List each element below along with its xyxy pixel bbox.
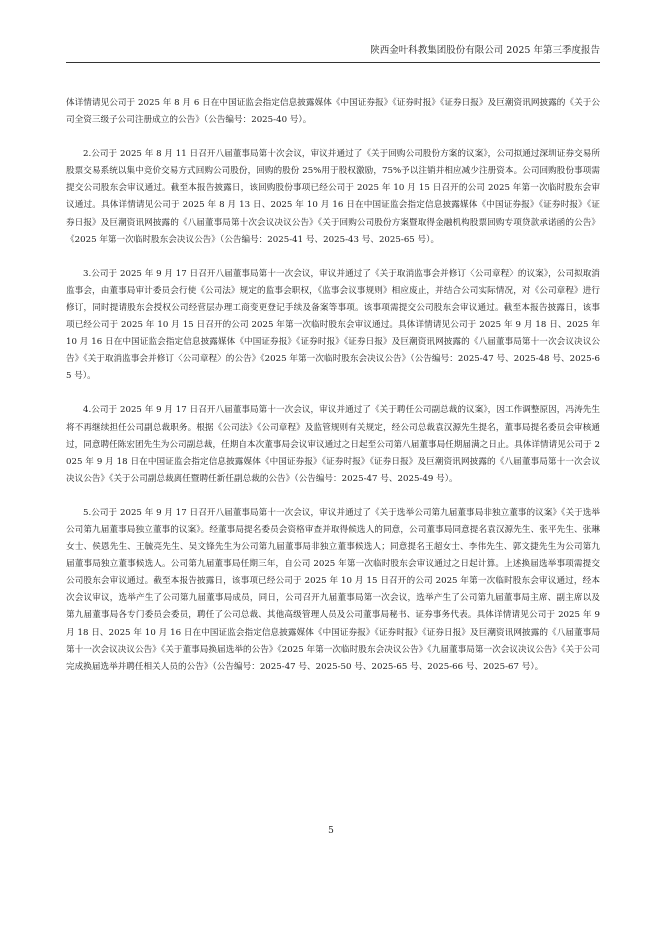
paragraph-continuation: 体详情请见公司于 2025 年 8 月 6 日在中国证监会指定信息披露媒体《中国证券报》《证券时报》《证券日报》及巨潮资讯网披露的《关于公司全资三级子公司注册成立的公告》（公告编号：2025-40 号）。 xyxy=(66,98,600,126)
paragraph-item-4: 4.公司于 2025 年 9 月 17 日召开八届董事局第十一次会议，审议并通过了《关于聘任公司副总裁的议案》，因工作调整原因，冯涛先生将不再继续担任公司副总裁职务。根据《公司法》《公司章程》及监管规则有关规定，经公司总裁袁汉源先生提名，董事局提名委员会审核通过，同意聘任陈宏团先生为公司副总裁，任期自本次董事局会议审议通过之日起至公司第八届董事局任期届满之日止。具体详情请见公司于 2025 年 9 月 18 日在中国证监会指定信息披露媒体《中国证券报》《证券时报》《证券日报》及巨潮资讯网披露的《八届董事局第十一次会议决议公告》《关于公司副总裁离任暨聘任新任副总裁的公告》（公告编号：2025-47 号、2025-49 号）。 xyxy=(66,405,600,484)
paragraph-item-5: 5.公司于 2025 年 9 月 17 日召开八届董事局第十一次会议，审议并通过了《关于选举公司第九届董事局非独立董事的议案》《关于选举公司第九届董事局独立董事的议案》。经董事局提名委员会资格审查并取得候选人的同意，公司董事局同意提名袁汉源先生、张平先生、张琳女士、侯恩先生、王毓亮先生、吴文锋先生为公司第九届董事局非独立董事候选人；同意提名王超女士、李伟先生、郭文捷先生为公司第九届董事局独立董事候选人。公司第九届董事局任期三年，自公司 2025 年第一次临时股东会审议通过之日起计算。上述换届选举事项需提交公司股东会审议通过。截至本报告披露日，该事项已经公司于 2025 年 10 月 15 日召开的公司 2025 年第一次临时股东会审议通过，经本次会议审议，选举产生了公司第九届董事局成员，同日，公司召开九届董事局第一次会议，选举产生了公司第九届董事局主席、副主席以及第九届董事局各专门委员会委员，聘任了公司总裁、其他高级管理人员及公司董事局秘书、证券事务代表。具体详情请见公司于 2025 年 9 月 18 日、2025 年 10 月 16 日在中国证监会指定信息披露媒体《中国证券报》《证券时报》《证券日报》及巨潮资讯网披露的《八届董事局第十一次会议决议公告》《关于董事局换届选举的公告》《2025 年第一次临时股东会决议公告》《九届董事局第一次会议决议公告》《关于公司完成换届选举并聘任相关人员的公告》（公告编号：2025-47 号、2025-50 号、2025-65 号、2025-66 号、2025-67 号）。 xyxy=(66,507,600,672)
document-body xyxy=(66,95,600,676)
paragraph-item-2: 2.公司于 2025 年 8 月 11 日召开八届董事局第十次会议，审议并通过了《关于回购公司股份方案的议案》，公司拟通过深圳证券交易所股票交易系统以集中竞价交易方式回购公司股份，回购的股份 25%用于股权激励，75%予以注销并相应减少注册资本。公司回购股份事项需提交公司股东会审议通过。截至本报告披露日，该回购股份事项已经公司于 2025 年 10 月 15 日召开的公司 2025 年第一次临时股东会审议通过。具体详情请见公司于 2025 年 8 月 13 日、2025 年 10 月 16 日在中国证监会指定信息披露媒体《中国证券报》《证券时报》《证券日报》及巨潮资讯网披露的《八届董事局第十次会议决议公告》《关于回购公司股份方案暨取得金融机构股票回购专项贷款承诺函的公告》《2025 年第一次临时股东会决议公告》（公告编号：2025-41 号、2025-43 号、2025-65 号）。 xyxy=(66,149,600,245)
page-number: 5 xyxy=(328,826,334,836)
page-header xyxy=(66,44,600,63)
paragraph-item-3: 3.公司于 2025 年 9 月 17 日召开八届董事局第十一次会议，审议并通过了《关于取消监事会并修订〈公司章程〉的议案》，公司拟取消监事会，由董事局审计委员会行使《公司法》规定的监事会职权，《监事会议事规则》相应废止，并结合公司实际情况，对《公司章程》进行修订，同时提请股东会授权公司经营层办理工商变更登记手续及备案等事项。该事项需提交公司股东会审议通过。截至本报告披露日，该事项已经公司于 2025 年 10 月 15 日召开的公司 2025 年第一次临时股东会审议通过。具体详情请见公司于 2025 年 9 月 18 日、2025 年 10 月 16 日在中国证监会指定信息披露媒体《中国证券报》《证券时报》《证券日报》及巨潮资讯网披露的《八届董事局第十一次会议决议公告》《关于取消监事会并修订〈公司章程〉的公告》《2025 年第一次临时股东会决议公告》（公告编号：2025-47 号、2025-48 号、2025-65 号）。 xyxy=(66,268,600,382)
report-title: 陕西金叶科教集团股份有限公司 2025 年第三季度报告 xyxy=(370,45,600,56)
